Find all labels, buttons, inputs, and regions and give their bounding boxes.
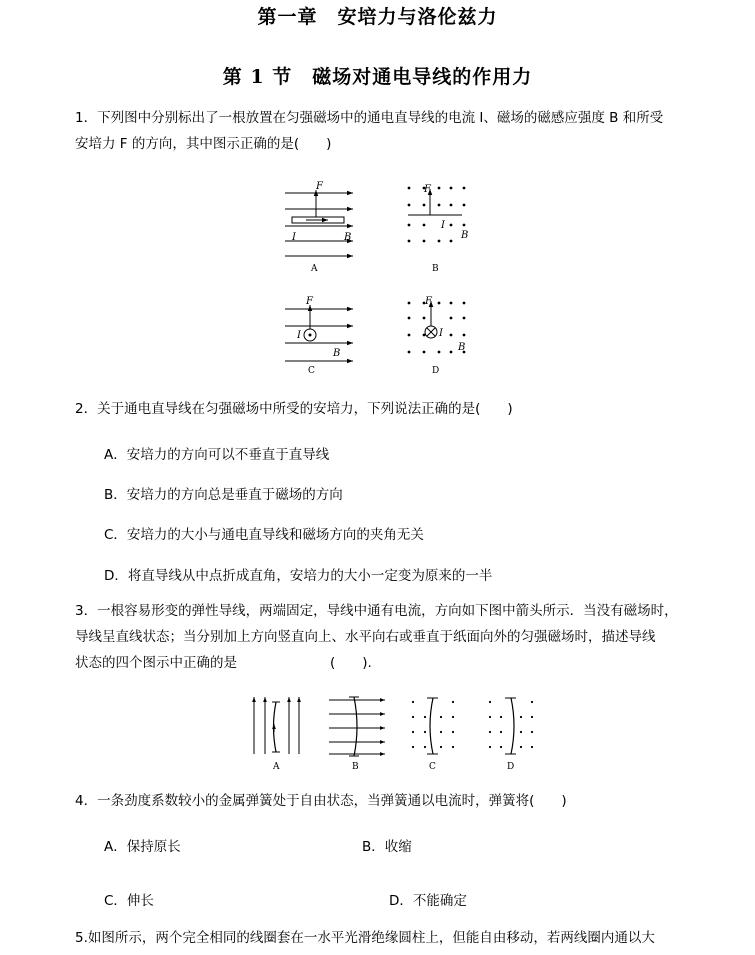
label-b: B: [352, 762, 359, 772]
label-F: F: [316, 181, 323, 192]
question-5-stem: 5.如图所示，两个完全相同的线圈套在一水平光滑绝缘圆柱上，但能自由移动，若两线圈内通以大: [75, 930, 655, 946]
label-I: I: [297, 330, 301, 341]
question-3-line3: 状态的四个图示中正确的是: [75, 655, 237, 671]
label-B: B: [344, 232, 352, 243]
question-4-stem: 4．一条劲度系数较小的金属弹簧处于自由状态，当弹簧通以电流时，弹簧将( ): [75, 793, 567, 809]
question-4-option-c: C．伸长: [104, 893, 154, 909]
question-2-option-c: C．安培力的大小与通电直导线和磁场方向的夹角无关: [104, 527, 424, 543]
label-c: C: [308, 366, 315, 376]
label-B: B: [461, 230, 469, 241]
question-1-stem: [75, 105, 745, 157]
label-a: A: [311, 264, 318, 274]
question-1-figure: [278, 178, 478, 378]
question-1-line2: 安培力 F 的方向，其中图示正确的是( ): [75, 136, 332, 152]
question-2-option-b: B．安培力的方向总是垂直于磁场的方向: [104, 487, 343, 503]
label-I: I: [441, 220, 445, 231]
question-4-option-b: B．收缩: [362, 839, 412, 855]
figure-3b: [329, 697, 385, 772]
question-3-figure: [245, 692, 545, 777]
question-3-line1: 3．一根容易形变的弹性导线，两端固定，导线中通有电流，方向如下图中箭头所示．当没有磁场时，: [75, 603, 678, 619]
question-2-option-d: D．将直导线从中点折成直角，安培力的大小一定变为原来的一半: [104, 568, 493, 584]
question-3-line2: 导线呈直线状态；当分别加上方向竖直向上、水平向右或垂直于纸面向外的匀强磁场时，描述导线: [75, 629, 656, 645]
label-d: D: [432, 366, 440, 376]
label-I: I: [292, 232, 296, 243]
chapter-title: 第一章 安培力与洛伦兹力: [257, 6, 498, 28]
figure-3a: [254, 697, 299, 772]
label-B: B: [333, 348, 341, 359]
section-title: 第 1 节 磁场对通电导线的作用力: [222, 66, 533, 88]
question-1-line1: 1．下列图中分别标出了一根放置在匀强磁场中的通电直导线的电流 I、磁场的磁感应强度 B 和所受: [75, 110, 664, 126]
label-B: B: [458, 342, 466, 353]
question-4-option-d: D．不能确定: [389, 893, 467, 909]
figure-1a: [285, 181, 353, 274]
label-b: B: [432, 264, 439, 274]
question-3-blank: ( ).: [330, 655, 372, 671]
label-F: F: [424, 184, 431, 195]
figure-3c: [412, 698, 454, 772]
label-a: A: [273, 762, 280, 772]
label-c: C: [429, 762, 436, 772]
figure-1b: [408, 184, 469, 274]
question-2-option-a: A．安培力的方向可以不垂直于直导线: [104, 447, 330, 463]
figure-3d: [489, 698, 533, 772]
question-4-option-a: A．保持原长: [104, 839, 181, 855]
label-d: D: [507, 762, 515, 772]
label-F: F: [306, 296, 313, 307]
figure-1d: [408, 296, 466, 376]
question-2-stem: 2．关于通电直导线在匀强磁场中所受的安培力，下列说法正确的是( ): [75, 401, 513, 417]
label-F: F: [425, 296, 432, 307]
question-3-stem: [75, 598, 745, 676]
label-I: I: [439, 328, 443, 339]
figure-1c: [285, 296, 353, 376]
